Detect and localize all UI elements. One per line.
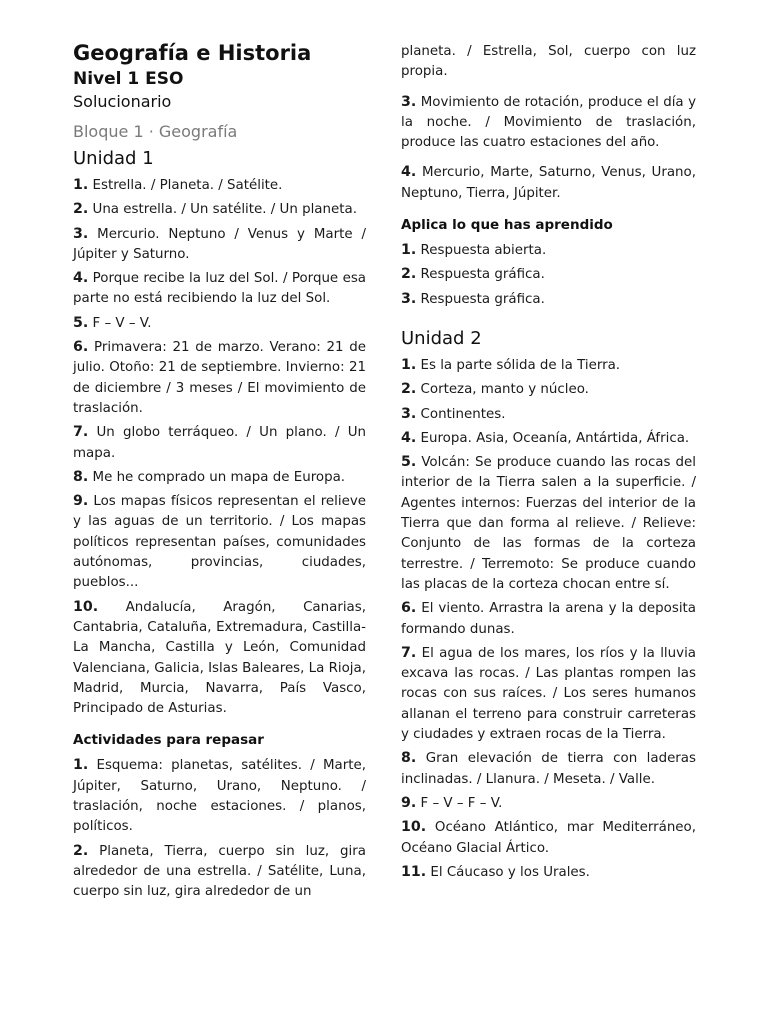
unit-1-title: Unidad 1 xyxy=(73,148,154,169)
answer-item xyxy=(401,428,696,449)
answer-text: Europa. Asia, Oceanía, Antártida, África. xyxy=(416,430,690,446)
answer-text: Es la parte sólida de la Tierra. xyxy=(416,357,621,373)
document-title: Geografía e Historia xyxy=(73,41,312,65)
answer-text: Una estrella. / Un satélite. / Un planeta. xyxy=(88,202,357,218)
answer-text: Andalucía, Aragón, Canarias, Cantabria, Cataluña, Extremadura, Castilla-La Mancha, Castilla y León, Comunidad Valenciana, Galicia, Islas Baleares, La Rioja, Madrid, Murcia, Navarra, País Vasco, Principado de Asturias. xyxy=(73,599,366,717)
answer-number: 2. xyxy=(401,266,417,283)
answer-number: 4. xyxy=(401,429,417,446)
answer-text: Mercurio. Neptuno / Venus y Marte / Júpiter y Saturno. xyxy=(73,226,366,262)
answer-text: Respuesta abierta. xyxy=(416,243,547,259)
answer-item xyxy=(401,355,696,376)
answer-item xyxy=(401,162,696,204)
answer-text: Gran elevación de tierra con laderas inclinadas. / Llanura. / Meseta. / Valle. xyxy=(401,751,696,787)
block-title: Bloque 1 · Geografía xyxy=(73,122,238,141)
answer-item xyxy=(73,422,366,464)
answer-number: 1. xyxy=(401,242,417,259)
answer-item xyxy=(73,268,366,310)
answer-item xyxy=(401,240,696,261)
answer-item xyxy=(401,379,696,400)
answer-text: Los mapas físicos representan el relieve y las aguas de un territorio. / Los mapas políticos representan países, comunidades autónomas, provincias, ciudades, pueblos... xyxy=(73,494,366,591)
answer-item xyxy=(73,224,366,266)
answer-number: 2. xyxy=(73,842,89,859)
course-level: Nivel 1 ESO xyxy=(73,69,184,89)
answer-item xyxy=(401,264,696,285)
repasar-answers xyxy=(73,755,366,902)
answer-item xyxy=(73,175,366,196)
answer-number: 5. xyxy=(401,454,417,471)
answer-text: F – V – F – V. xyxy=(416,795,503,811)
answer-number: 3. xyxy=(401,405,417,422)
answer-number: 9. xyxy=(73,493,89,510)
answer-item xyxy=(73,199,366,220)
answer-number: 4. xyxy=(401,164,417,181)
answer-item xyxy=(401,452,696,595)
answer-text: Porque recibe la luz del Sol. / Porque esa parte no está recibiendo la luz del Sol. xyxy=(73,271,366,307)
answer-text: Mercurio, Marte, Saturno, Venus, Urano, Neptuno, Tierra, Júpiter. xyxy=(401,165,696,201)
answer-number: 10. xyxy=(73,598,99,615)
answer-text: Me he comprado un mapa de Europa. xyxy=(88,469,346,485)
answer-number: 6. xyxy=(73,339,89,356)
answer-number: 8. xyxy=(73,468,89,485)
answer-text: Estrella. / Planeta. / Satélite. xyxy=(88,178,283,193)
answer-item xyxy=(73,491,366,593)
answer-number: 8. xyxy=(401,750,417,767)
answer-item xyxy=(73,755,366,837)
answer-text: El viento. Arrastra la arena y la deposita formando dunas. xyxy=(401,601,696,637)
answer-text: Planeta, Tierra, cuerpo sin luz, gira alrededor de una estrella. / Satélite, Luna, cuerpo sin luz, gira alrededor de un xyxy=(73,843,366,900)
answer-number: 5. xyxy=(73,314,89,331)
answer-item xyxy=(401,598,696,640)
document-subtitle: Solucionario xyxy=(73,92,172,111)
answer-item xyxy=(401,748,696,790)
answer-number: 1. xyxy=(73,757,89,774)
answer-number: 6. xyxy=(401,600,417,617)
answer-text: El Cáucaso y los Urales. xyxy=(426,864,590,880)
answer-number: 2. xyxy=(401,381,417,398)
answer-item xyxy=(73,337,366,419)
answer-number: 11. xyxy=(401,863,427,880)
answer-number: 3. xyxy=(401,93,417,110)
answer-text: Respuesta gráfica. xyxy=(416,267,545,283)
answer-text: Primavera: 21 de marzo. Verano: 21 de julio. Otoño: 21 de septiembre. Invierno: 21 de diciembre / 3 meses / El movimiento de traslación. xyxy=(73,340,366,416)
unit-1-answers xyxy=(73,175,366,719)
answer-text: Volcán: Se produce cuando las rocas del interior de la Tierra salen a la superficie. / Agentes internos: Fuerzas del interior de la Tierra que dan forma al relieve. / Relieve: Conjunto de las formas de la corteza terrestre. / Terremoto: Se produce cuando las placas de la corteza chocan entre sí. xyxy=(401,455,696,592)
answer-number: 10. xyxy=(401,819,427,836)
answer-item xyxy=(401,92,696,154)
answer-item xyxy=(401,862,696,883)
answer-text: Movimiento de rotación, produce el día y la noche. / Movimiento de traslación, produce las cuatro estaciones del año. xyxy=(401,94,696,151)
answer-item xyxy=(401,817,696,859)
answer-number: 9. xyxy=(401,794,417,811)
answer-item xyxy=(401,289,696,310)
aplica-section-title: Aplica lo que has aprendido xyxy=(401,217,613,234)
answer-text: Continentes. xyxy=(416,406,506,422)
answer-number: 1. xyxy=(401,356,417,373)
answer-item xyxy=(73,597,366,720)
answer-number: 1. xyxy=(73,177,89,193)
answer-continuation: planeta. / Estrella, Sol, cuerpo con luz propia. xyxy=(401,44,696,80)
answer-number: 3. xyxy=(73,225,89,242)
answer-number: 7. xyxy=(73,424,89,441)
answer-number: 2. xyxy=(73,201,89,218)
answer-text: Respuesta gráfica. xyxy=(416,291,545,307)
right-column xyxy=(401,42,696,886)
answer-item xyxy=(73,313,366,334)
answer-item xyxy=(401,404,696,425)
repasar-section-title: Actividades para repasar xyxy=(73,732,264,749)
answer-item xyxy=(401,793,696,814)
answer-text: Esquema: planetas, satélites. / Marte, Júpiter, Saturno, Urano, Neptuno. / traslación, noche estaciones. / planos, políticos. xyxy=(73,758,366,835)
answer-text: Corteza, manto y núcleo. xyxy=(416,382,589,398)
unit-2-answers xyxy=(401,355,696,883)
left-column xyxy=(73,40,366,906)
unit-2-title: Unidad 2 xyxy=(401,327,482,349)
answer-text: Océano Atlántico, mar Mediterráneo, Océano Glacial Ártico. xyxy=(401,820,696,856)
answer-number: 7. xyxy=(401,644,417,661)
answer-text: El agua de los mares, los ríos y la lluvia excava las rocas. / Las plantas rompen las rocas con sus raíces. / Los seres humanos allanan el terreno para construir carreteras y ciudades y extraen rocas de la Tierra. xyxy=(401,645,696,743)
answer-item xyxy=(73,841,366,903)
answer-number: 4. xyxy=(73,270,89,287)
answer-text: F – V – V. xyxy=(88,315,152,331)
aplica-answers xyxy=(401,240,696,310)
answer-item xyxy=(73,467,366,488)
answer-number: 3. xyxy=(401,290,417,307)
answer-text: Un globo terráqueo. / Un plano. / Un mapa. xyxy=(73,425,366,461)
answer-item xyxy=(401,643,696,745)
